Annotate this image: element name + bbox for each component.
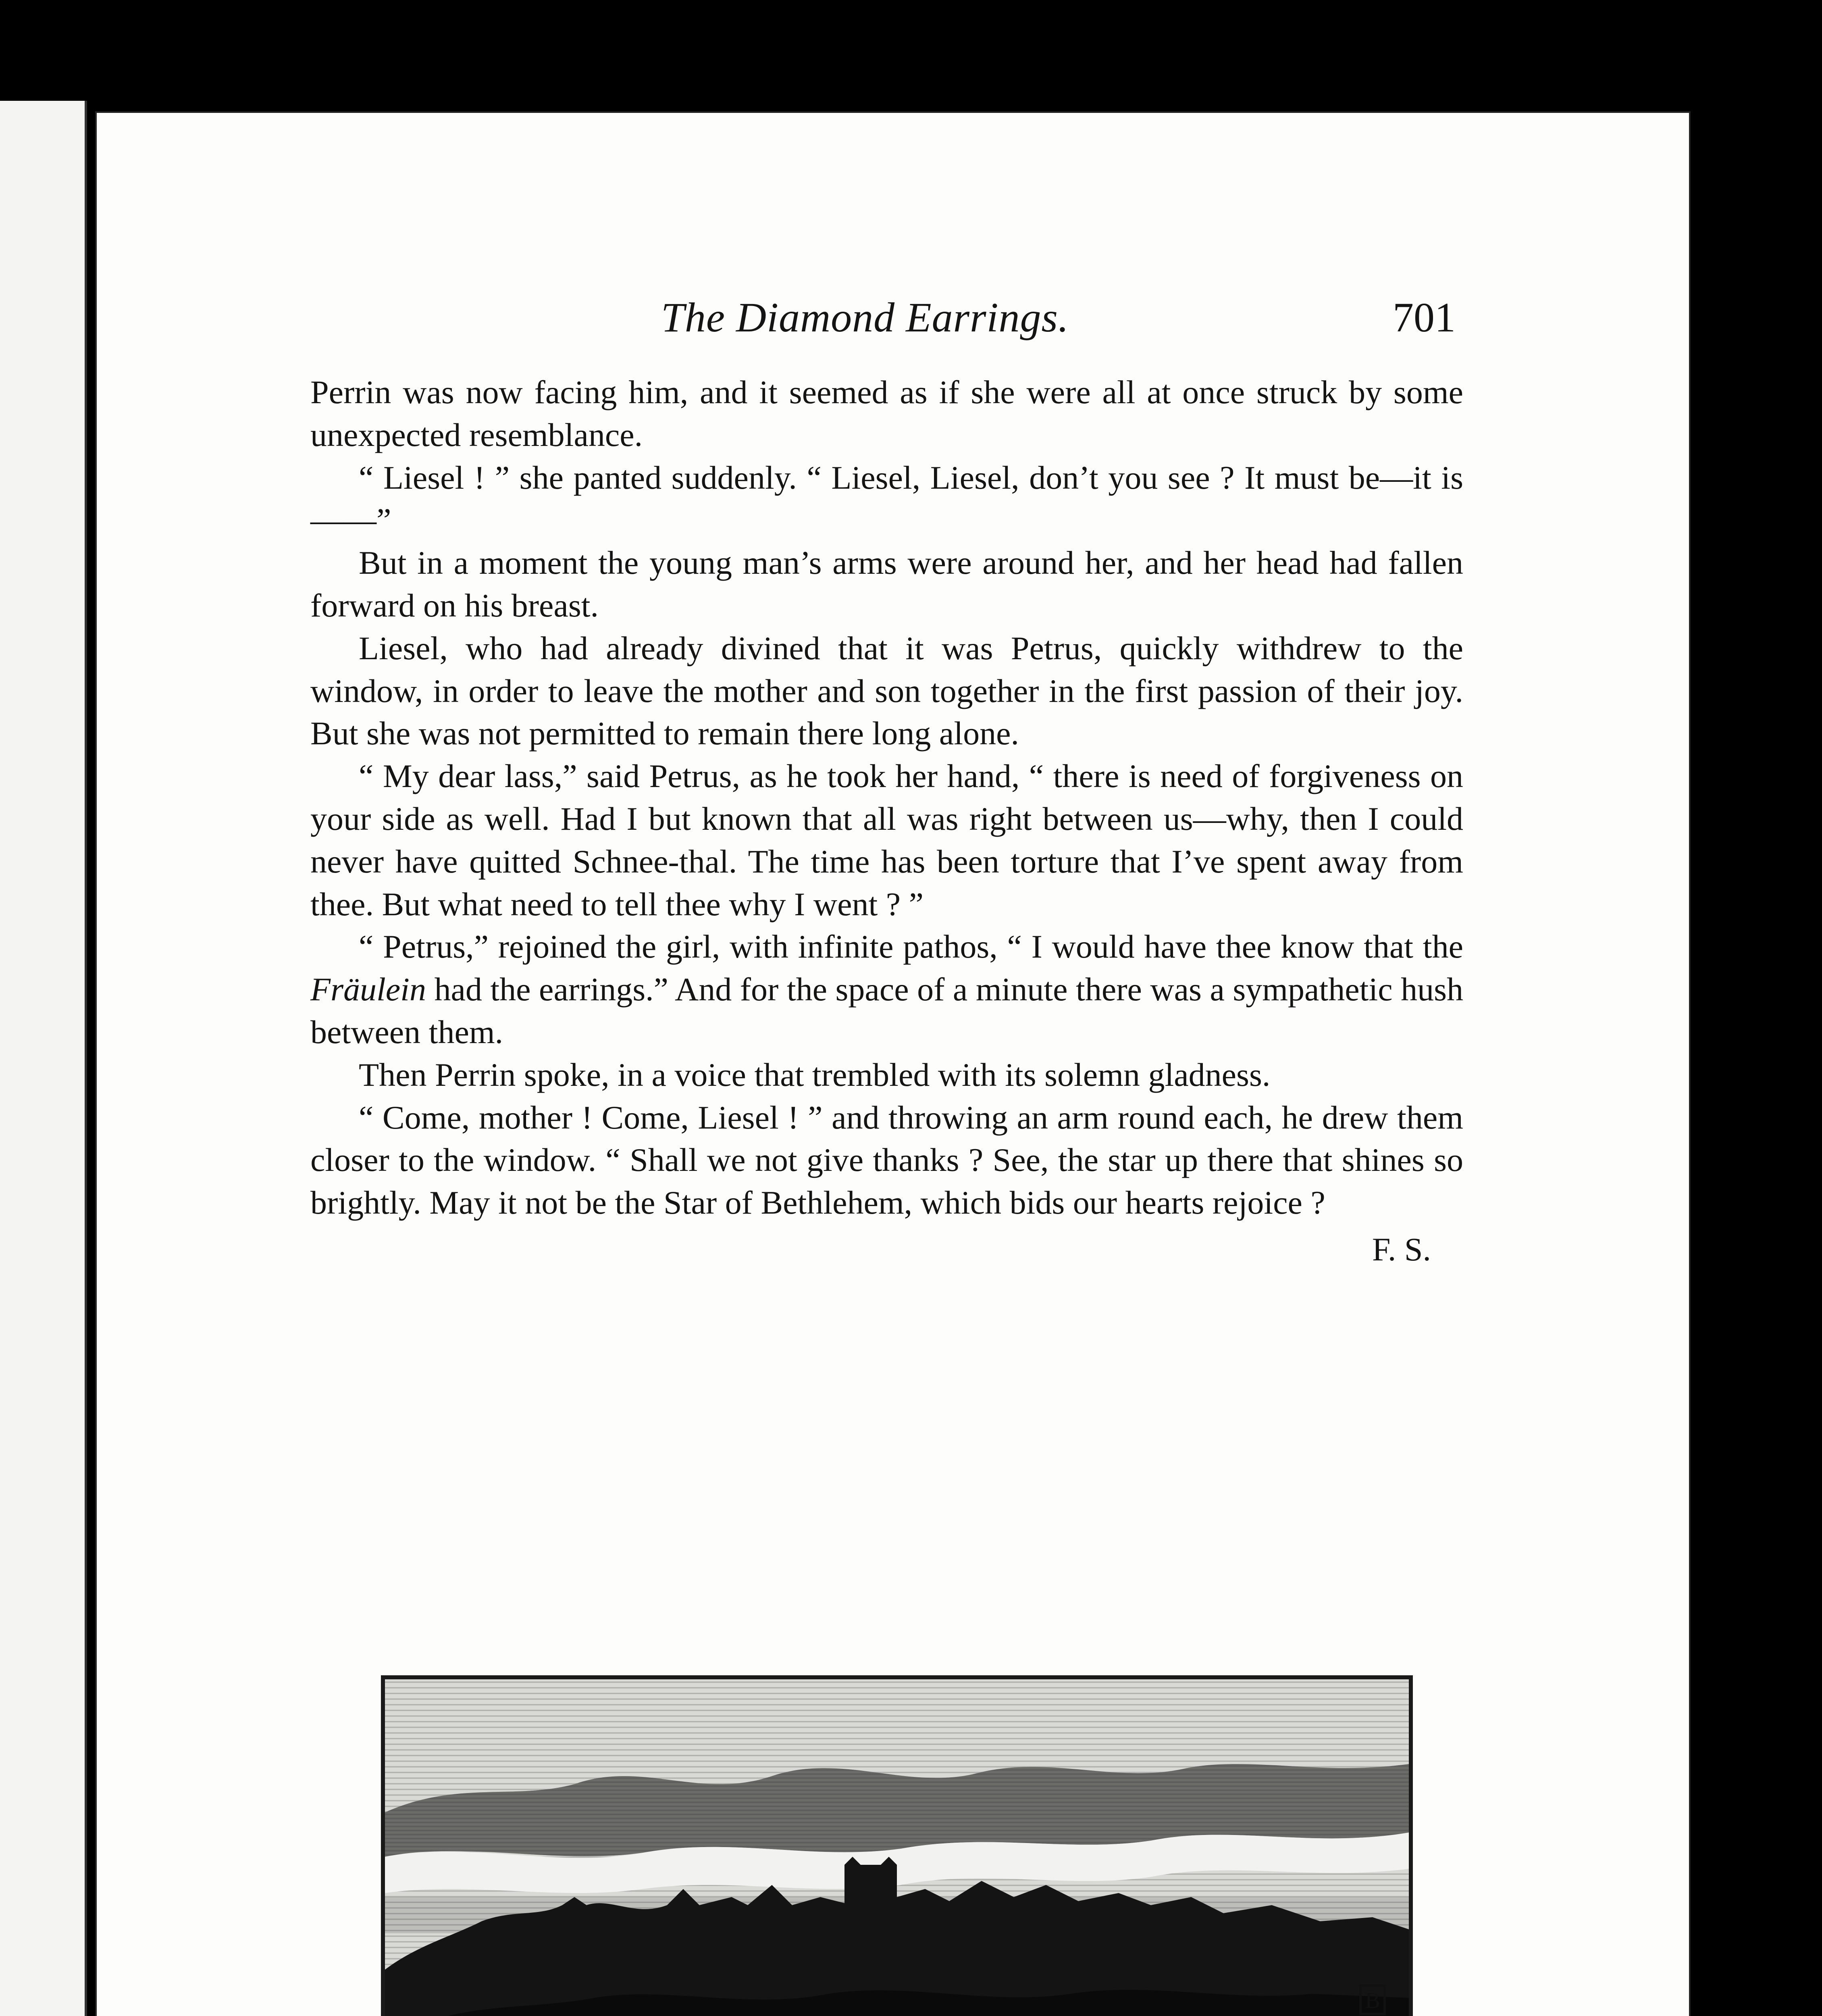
- italic-word: Fräulein: [310, 971, 426, 1008]
- author-signature: F. S.: [1372, 1231, 1431, 1268]
- text-run: had the earrings.” And for the space of a minute there was a sympathetic hush between them.: [310, 971, 1463, 1050]
- paragraph: But in a moment the young man’s arms were around her, and her head had fallen forward on his breast.: [310, 544, 1463, 624]
- page-number: 701: [1393, 294, 1456, 341]
- paragraph: “ Come, mother ! Come, Liesel ! ” and throwing an arm round each, he drew them closer to the window. “ Shall we not give thanks ? See, the star up there that shines so brightly. May it not be the Star of Bethlehem, which bids our hearts rejoice ?: [310, 1099, 1463, 1221]
- running-title: The Diamond Earrings.: [661, 294, 1069, 341]
- engraving-image: [385, 1679, 1409, 2016]
- paragraph: Perrin was now facing him, and it seemed as if she were all at once struck by some unexpected resemblance.: [310, 374, 1463, 453]
- page-header: [97, 294, 1689, 350]
- story-text: [310, 371, 1463, 1271]
- landscape-illustration: [381, 1675, 1413, 2016]
- paragraph: Liesel, who had already divined that it was Petrus, quickly withdrew to the window, in order to leave the mother and son together in the first passion of their joy. But she was not permitted to remain there long alone.: [310, 629, 1463, 752]
- illustrator-monogram: B: [1365, 1988, 1380, 2013]
- paragraph: “ My dear lass,” said Petrus, as he took her hand, “ there is need of forgiveness on your side as well. Had I but known that all was right between us—why, then I could never have quitted Schnee-thal. The time has been torture that I’ve spent away from thee. But what need to tell thee why I went ? ”: [310, 758, 1463, 923]
- paragraph-fraulein: [310, 925, 1463, 1053]
- paragraph: “ Liesel ! ” she panted suddenly. “ Liesel, Liesel, don’t you see ? It must be—it is——”: [310, 459, 1463, 539]
- paragraph: Then Perrin spoke, in a voice that trembled with its solemn gladness.: [359, 1056, 1271, 1093]
- book-page: [97, 113, 1689, 2016]
- text-run: “ Petrus,” rejoined the girl, with infinite pathos, “ I would have thee know that the: [359, 928, 1463, 965]
- previous-page-edge: [0, 101, 87, 2016]
